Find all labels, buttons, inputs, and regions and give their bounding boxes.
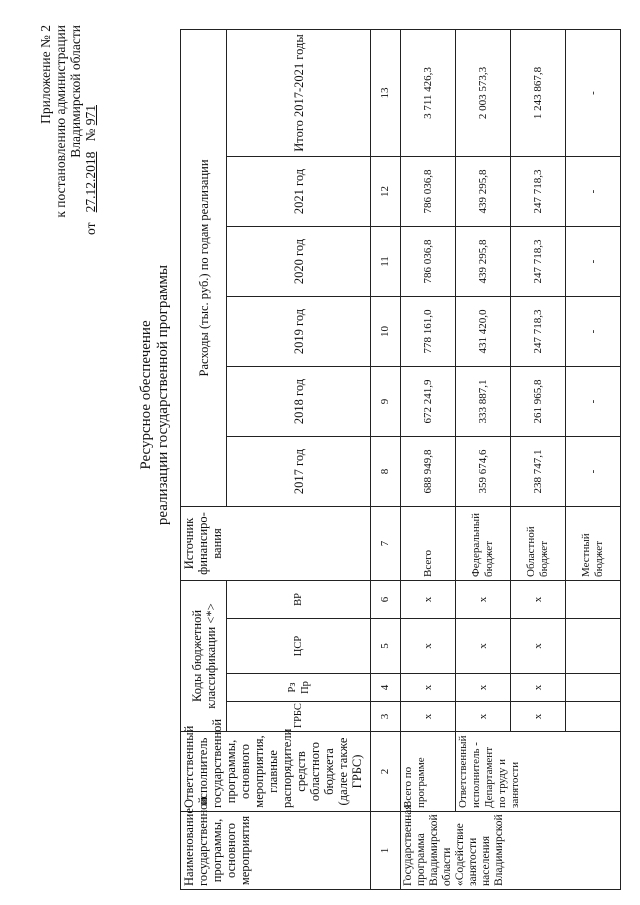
value-cell: 247 718,3	[511, 157, 566, 227]
header-year-2017: 2017 год	[227, 437, 371, 507]
region-line: Владимирской области	[68, 25, 83, 158]
value-cell: 431 420,0	[456, 297, 511, 367]
resolution-date: 27.12.2018	[83, 151, 98, 213]
vr-cell: х	[511, 581, 566, 619]
value-cell: -	[566, 367, 621, 437]
resolution-number: 971	[83, 105, 98, 126]
column-number: 1	[371, 812, 401, 890]
value-cell: 333 887,1	[456, 367, 511, 437]
value-cell: -	[566, 157, 621, 227]
header-vr: ВР	[227, 581, 371, 619]
value-cell: -	[566, 29, 621, 156]
value-cell: 238 747,1	[511, 437, 566, 507]
column-number: 11	[371, 227, 401, 297]
column-number: 6	[371, 581, 401, 619]
date-prefix: от	[83, 222, 98, 235]
table-row	[456, 29, 511, 889]
value-cell: -	[566, 297, 621, 367]
column-number: 4	[371, 674, 401, 702]
value-cell: 247 718,3	[511, 297, 566, 367]
csr-cell: х	[456, 619, 511, 674]
table-row	[401, 29, 456, 889]
value-cell: 786 036,8	[401, 227, 456, 297]
value-cell: 786 036,8	[401, 157, 456, 227]
resolution-line: к постановлению администрации	[53, 25, 68, 218]
responsible-total-cell: Всего по программе	[401, 732, 456, 812]
value-cell: 439 295,8	[456, 157, 511, 227]
value-cell: -	[566, 227, 621, 297]
source-cell: Всего	[401, 507, 456, 581]
header-year-2019: 2019 год	[227, 297, 371, 367]
column-number: 10	[371, 297, 401, 367]
grbs-cell: х	[511, 702, 566, 732]
csr-cell: х	[401, 619, 456, 674]
value-cell: 688 949,8	[401, 437, 456, 507]
header-csr: ЦСР	[227, 619, 371, 674]
header-year-2021: 2021 год	[227, 157, 371, 227]
resource-table	[180, 29, 621, 890]
rzpr-cell: х	[511, 674, 566, 702]
number-sign: №	[83, 128, 98, 142]
column-number: 12	[371, 157, 401, 227]
value-cell: 247 718,3	[511, 227, 566, 297]
column-number: 3	[371, 702, 401, 732]
header-rzpr: Рз Пр	[227, 674, 371, 702]
column-number: 13	[371, 29, 401, 156]
header-year-2018: 2018 год	[227, 367, 371, 437]
value-cell: 3 711 426,3	[401, 29, 456, 156]
column-number: 7	[371, 507, 401, 581]
column-number: 8	[371, 437, 401, 507]
rzpr-cell: х	[401, 674, 456, 702]
vr-cell	[566, 581, 621, 619]
source-cell: Местный бюджет	[566, 507, 621, 581]
vr-cell: х	[401, 581, 456, 619]
value-cell: 2 003 573,3	[456, 29, 511, 156]
title-line-1: Ресурсное обеспечение	[138, 320, 154, 470]
document-title	[138, 185, 172, 605]
header-year-2020: 2020 год	[227, 227, 371, 297]
rzpr-cell: х	[456, 674, 511, 702]
value-cell: 778 161,0	[401, 297, 456, 367]
rzpr-cell	[566, 674, 621, 702]
value-cell: 672 241,9	[401, 367, 456, 437]
program-name-cell: Государственная программа Владимирской области «Содействие занятости населения Владимирской	[401, 812, 621, 890]
appendix-label: Приложение № 2	[38, 25, 53, 124]
column-number: 5	[371, 619, 401, 674]
date-line	[83, 25, 98, 255]
grbs-cell: х	[401, 702, 456, 732]
source-cell: Федеральный бюджет	[456, 507, 511, 581]
value-cell: 261 965,8	[511, 367, 566, 437]
header-responsible: Ответственный исполнитель государственной программы, основного мероприятия, главные распорядители средств областного бюджета (далее также ГРБС)	[181, 732, 371, 812]
header-budget-codes: Коды бюджетной классификации <*>	[181, 581, 227, 732]
title-line-2: реализации государственной программы	[155, 264, 171, 526]
csr-cell	[566, 619, 621, 674]
value-cell: 1 243 867,8	[511, 29, 566, 156]
column-number: 2	[371, 732, 401, 812]
header-grbs: ГРБС	[227, 702, 371, 732]
grbs-cell	[566, 702, 621, 732]
header-program-name: Наименование государственной программы, основного мероприятия	[181, 812, 371, 890]
document-header	[38, 25, 98, 255]
header-year-total: Итого 2017-2021 годы	[227, 29, 371, 156]
responsible-exec-cell: Ответственный исполнитель - Департамент по труду и занятости	[456, 732, 621, 812]
source-cell: Областной бюджет	[511, 507, 566, 581]
grbs-cell: х	[456, 702, 511, 732]
header-funding-source: Источник финансиро-вания	[181, 507, 371, 581]
value-cell: 439 295,8	[456, 227, 511, 297]
vr-cell: х	[456, 581, 511, 619]
value-cell: -	[566, 437, 621, 507]
column-number: 9	[371, 367, 401, 437]
column-number-row	[371, 29, 401, 889]
csr-cell: х	[511, 619, 566, 674]
header-expenses: Расходы (тыс. руб.) по годам реализации	[181, 29, 227, 506]
value-cell: 359 674,6	[456, 437, 511, 507]
